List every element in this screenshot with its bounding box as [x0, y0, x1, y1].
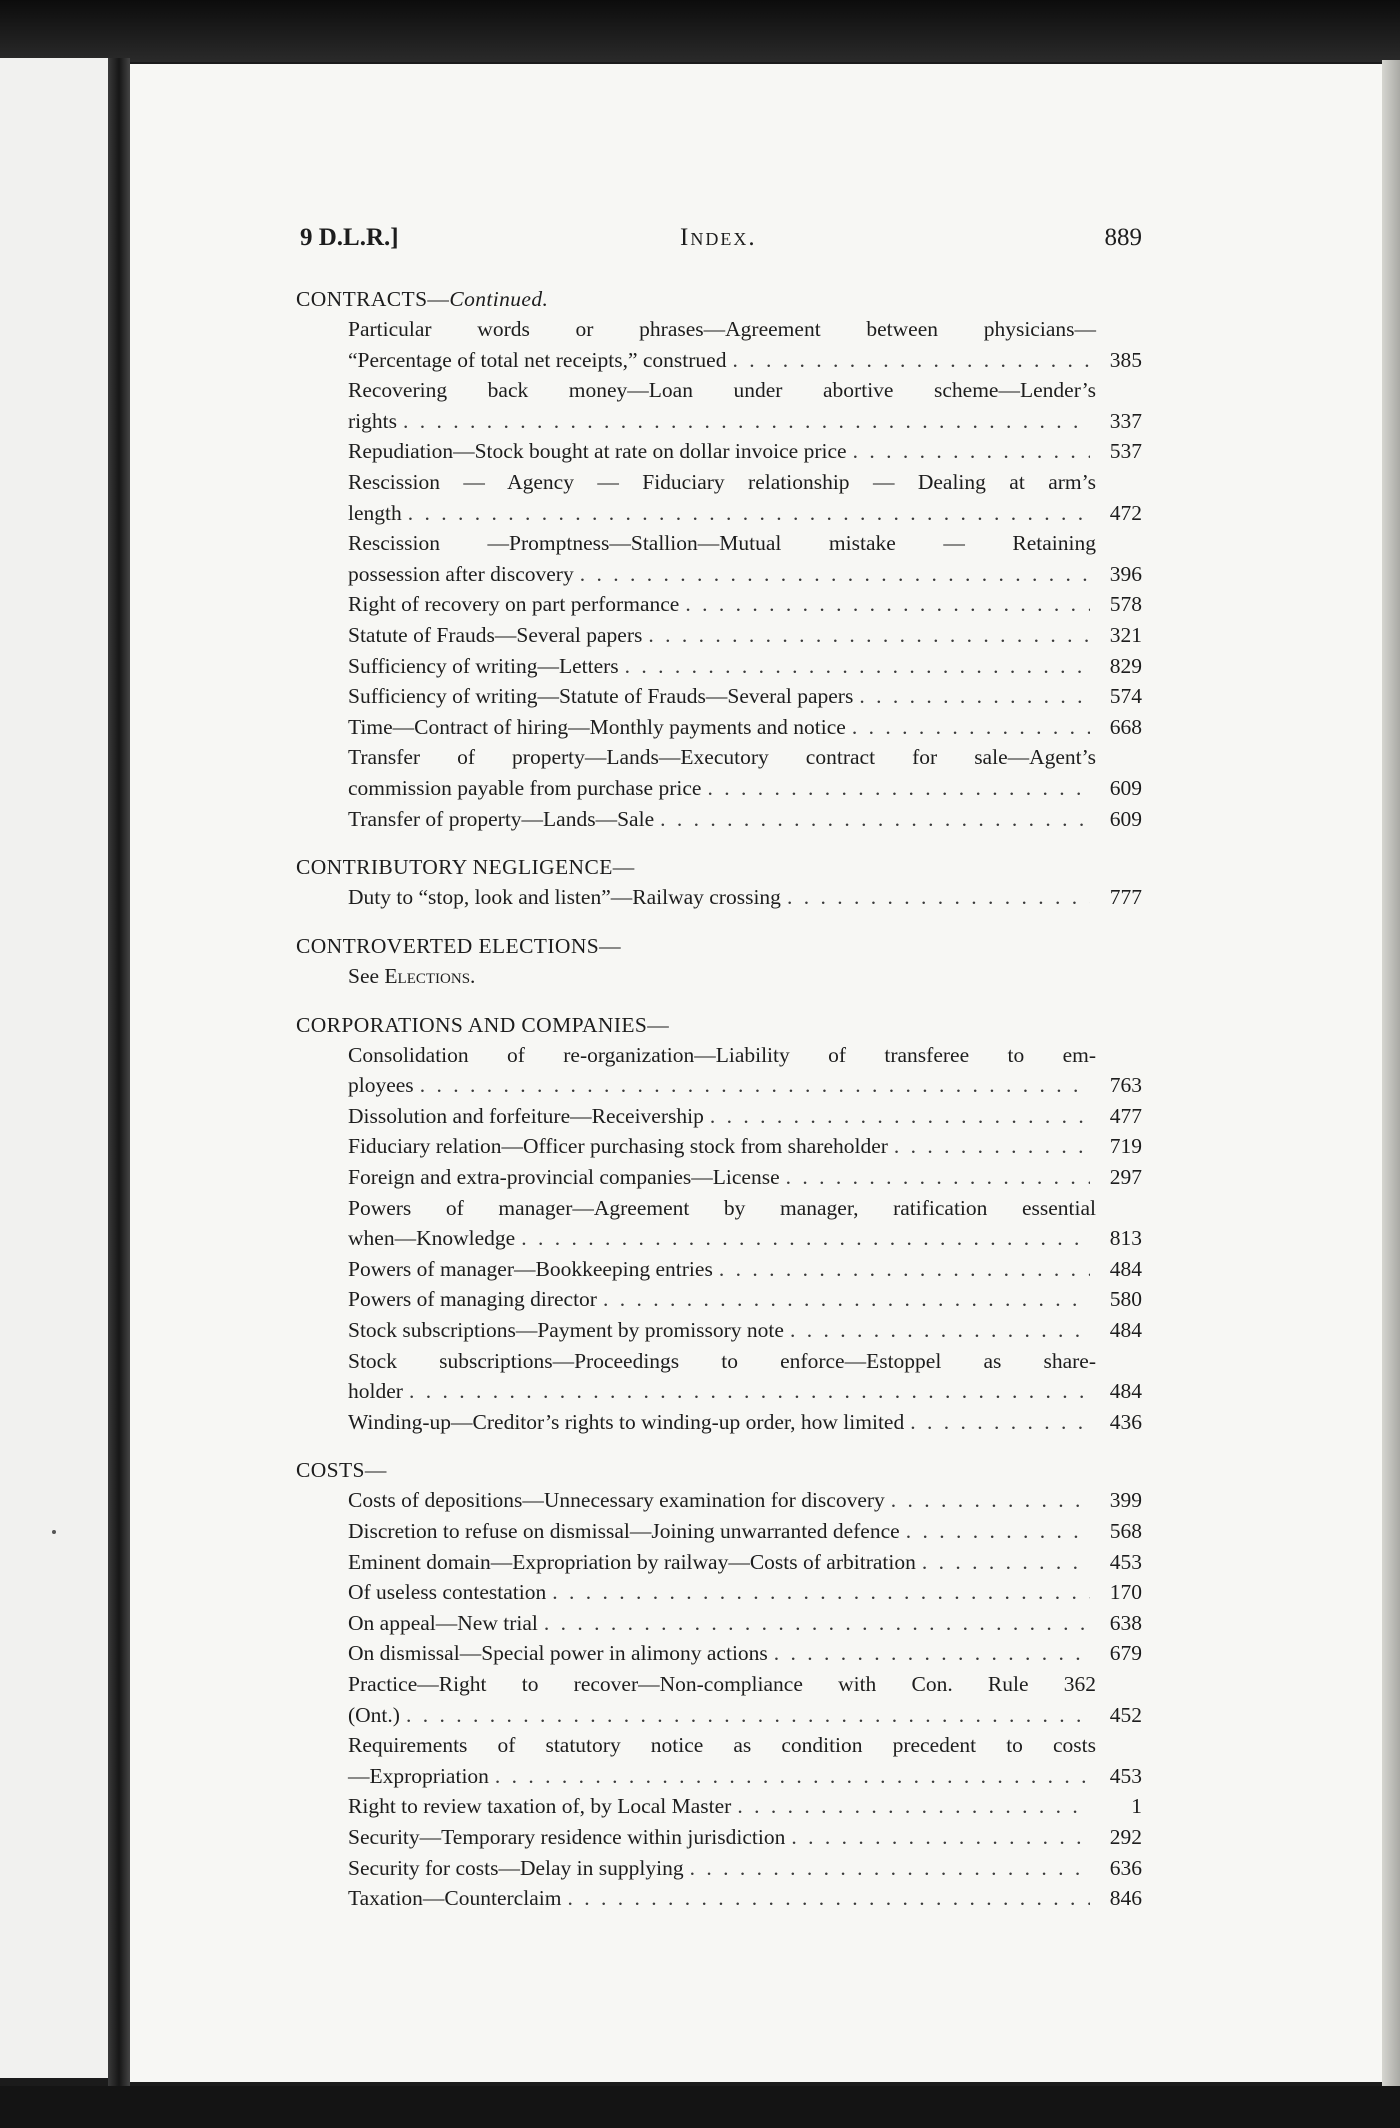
entry-page-number: 763	[1109, 1073, 1142, 1098]
index-content	[296, 284, 1142, 1932]
dot-leader	[910, 1407, 1090, 1438]
index-entry	[296, 314, 1142, 375]
dot-leader	[707, 773, 1090, 804]
entry-page-number: 484	[1109, 1318, 1142, 1343]
entry-page-number: 292	[1109, 1824, 1142, 1849]
entry-text-line: Stock subscriptions—Proceedings to enforce—Estoppel as share-	[348, 1348, 1096, 1373]
entry-page-number: 453	[1109, 1763, 1142, 1788]
dot-leader	[852, 712, 1090, 743]
entry-page-number: 813	[1109, 1226, 1142, 1251]
entry-final-line	[348, 651, 1096, 682]
entry-page-number: 452	[1109, 1702, 1142, 1727]
entry-text-line: On appeal—New trial	[348, 1610, 538, 1635]
index-entry	[296, 620, 1142, 651]
scan-bottom-edge	[0, 2086, 1400, 2128]
entry-final-line	[348, 406, 1096, 437]
entry-text-line: On dismissal—Special power in alimony actions	[348, 1641, 768, 1666]
heading-text: CONTRACTS—	[296, 287, 450, 311]
index-section	[296, 284, 1142, 834]
entry-text-line: —Expropriation	[348, 1763, 489, 1788]
index-entry	[296, 1254, 1142, 1285]
heading-text: COSTS—	[296, 1458, 387, 1483]
entry-text-line: Winding-up—Creditor’s rights to winding-up order, how limited	[348, 1409, 905, 1434]
entry-text-line: Powers of manager—Agreement by manager, ratification essential	[348, 1195, 1096, 1220]
section-heading	[296, 1010, 1142, 1040]
index-entry	[296, 1608, 1142, 1639]
index-entry	[296, 681, 1142, 712]
index-entry	[296, 1883, 1142, 1914]
index-entry	[296, 1131, 1142, 1162]
index-entry	[296, 1577, 1142, 1608]
entry-text-line: Stock subscriptions—Payment by promissory note	[348, 1318, 784, 1343]
dot-leader	[603, 1284, 1090, 1315]
entry-text-line: possession after discovery	[348, 561, 574, 586]
dot-leader	[737, 1791, 1090, 1822]
index-entry	[296, 1315, 1142, 1346]
entry-text-line: Recovering back money—Loan under abortive scheme—Lender’s	[348, 378, 1096, 403]
entry-page-number: 385	[1109, 347, 1142, 372]
heading-text: CORPORATIONS AND COMPANIES—	[296, 1012, 670, 1037]
index-entry	[296, 1162, 1142, 1193]
entry-page-number: 537	[1109, 439, 1142, 464]
entry-page-number: 453	[1109, 1549, 1142, 1574]
entry-page-number: 568	[1109, 1519, 1142, 1543]
entry-page-number: 668	[1109, 714, 1142, 739]
entry-final-line	[348, 1284, 1096, 1315]
entry-page-number: 484	[1109, 1256, 1142, 1281]
index-entry	[296, 1284, 1142, 1315]
entry-final-line	[348, 1853, 1096, 1884]
dot-leader	[786, 1162, 1090, 1193]
index-section	[296, 852, 1142, 913]
entry-final-line	[348, 436, 1096, 467]
entry-final-line	[348, 1376, 1096, 1407]
entry-text-line: holder	[348, 1379, 403, 1404]
section-heading	[296, 284, 1142, 314]
index-entry	[296, 1407, 1142, 1438]
dot-leader	[567, 1883, 1090, 1914]
entry-text-line: Security for costs—Delay in supplying	[348, 1855, 684, 1880]
heading-continued: Continued.	[449, 287, 549, 311]
entry-text-line: Sufficiency of writing—Letters	[348, 653, 619, 678]
volume-reference: 9 D.L.R.]	[300, 224, 399, 251]
index-entry	[296, 1485, 1142, 1516]
entry-page-number: 574	[1109, 684, 1142, 709]
entry-page-number: 297	[1109, 1165, 1142, 1190]
dot-leader	[544, 1608, 1090, 1639]
scan-speck	[52, 1530, 56, 1534]
index-entry	[296, 1853, 1142, 1884]
entry-page-number: 609	[1109, 775, 1142, 800]
entry-final-line	[348, 712, 1096, 743]
index-entry	[296, 1822, 1142, 1853]
dot-leader	[690, 1853, 1090, 1884]
entry-text-line: “Percentage of total net receipts,” construed	[348, 347, 727, 372]
dot-leader	[790, 1315, 1090, 1346]
entry-final-line	[348, 1516, 1096, 1547]
entry-page-number: 472	[1109, 500, 1142, 525]
entry-page-number: 829	[1109, 653, 1142, 678]
entry-text-line: (Ont.)	[348, 1702, 400, 1727]
dot-leader	[552, 1577, 1090, 1608]
entry-text-line: Particular words or phrases—Agreement between physicians—	[348, 317, 1096, 341]
entry-text-line: Transfer of property—Lands—Executory contract for sale—Agent’s	[348, 745, 1096, 770]
dot-leader	[408, 498, 1090, 529]
entry-final-line	[348, 1700, 1096, 1731]
dot-leader	[420, 1070, 1090, 1101]
entry-text-line: Of useless contestation	[348, 1580, 547, 1605]
index-entry	[296, 1101, 1142, 1132]
entry-page-number: 578	[1109, 592, 1142, 617]
dot-leader	[922, 1547, 1090, 1578]
entry-final-line	[348, 1315, 1096, 1346]
entry-final-line	[348, 681, 1096, 712]
entry-final-line	[348, 1577, 1096, 1608]
entry-text-line: Eminent domain—Expropriation by railway—Costs of arbitration	[348, 1549, 916, 1574]
entry-text-line: rights	[348, 408, 397, 433]
entry-text-line: Taxation—Counterclaim	[348, 1886, 562, 1911]
entry-text-line: Foreign and extra-provincial companies—License	[348, 1165, 780, 1190]
entry-final-line	[348, 1547, 1096, 1578]
dot-leader	[787, 882, 1090, 913]
facing-page-edge	[0, 58, 112, 2078]
scan-top-edge	[0, 0, 1400, 62]
page-number: 889	[1104, 224, 1142, 251]
entry-final-line	[348, 882, 1096, 913]
entry-text-line: Rescission —Promptness—Stallion—Mutual mistake — Retaining	[348, 531, 1096, 556]
see-prefix: See	[348, 963, 380, 988]
dot-leader	[521, 1223, 1090, 1254]
dot-leader	[853, 436, 1090, 467]
dot-leader	[774, 1638, 1090, 1669]
entry-page-number: 321	[1109, 622, 1142, 647]
see-reference	[296, 961, 1142, 992]
dot-leader	[648, 620, 1090, 651]
entry-text-line: Transfer of property—Lands—Sale	[348, 806, 655, 831]
dot-leader	[891, 1485, 1090, 1516]
entry-page-number: 636	[1109, 1855, 1142, 1880]
entry-final-line	[348, 1638, 1096, 1669]
entry-final-line	[348, 1070, 1096, 1101]
entry-text-line: Rescission — Agency — Fiduciary relationship — Dealing at arm’s	[348, 469, 1096, 494]
entry-page-number: 609	[1109, 806, 1142, 831]
entry-final-line	[348, 1254, 1096, 1285]
entry-final-line	[348, 1883, 1096, 1914]
index-entry	[296, 742, 1142, 803]
entry-page-number: 396	[1109, 561, 1142, 586]
entry-final-line	[348, 1223, 1096, 1254]
entry-final-line	[348, 1162, 1096, 1193]
dot-leader	[732, 345, 1090, 376]
entry-final-line	[348, 804, 1096, 835]
entry-text-line: Duty to “stop, look and listen”—Railway crossing	[348, 885, 781, 910]
entry-text-line: Right to review taxation of, by Local Master	[348, 1794, 732, 1819]
entry-final-line	[348, 1791, 1096, 1822]
entry-text-line: Consolidation of re-organization—Liability of transferee to em-	[348, 1042, 1096, 1067]
entry-text-line: Costs of depositions—Unnecessary examination for discovery	[348, 1488, 885, 1513]
dot-leader	[660, 804, 1090, 835]
index-entry	[296, 1193, 1142, 1254]
see-target: Elections.	[384, 963, 476, 988]
entry-text-line: commission payable from purchase price	[348, 775, 702, 800]
index-section	[296, 1455, 1142, 1913]
entry-page-number: 719	[1109, 1134, 1142, 1159]
entry-text-line: Requirements of statutory notice as condition precedent to costs	[348, 1733, 1096, 1758]
entry-final-line	[348, 589, 1096, 620]
dot-leader	[685, 589, 1090, 620]
index-entry	[296, 712, 1142, 743]
entry-page-number: 170	[1109, 1580, 1142, 1605]
entry-page-number: 580	[1109, 1287, 1142, 1312]
dot-leader	[719, 1254, 1090, 1285]
dot-leader	[580, 559, 1090, 590]
running-head	[300, 224, 1142, 264]
entry-text-line: Right of recovery on part performance	[348, 592, 680, 617]
entry-text-line: Fiduciary relation—Officer purchasing stock from shareholder	[348, 1134, 888, 1159]
index-entry	[296, 467, 1142, 528]
entry-text-line: Practice—Right to recover—Non-compliance with Con. Rule 362	[348, 1671, 1096, 1696]
heading-text: CONTRIBUTORY NEGLIGENCE—	[296, 855, 635, 880]
entry-page-number: 477	[1109, 1103, 1142, 1128]
index-entry	[296, 1040, 1142, 1101]
index-entry	[296, 589, 1142, 620]
heading-text: CONTROVERTED ELECTIONS—	[296, 933, 622, 958]
entry-page-number: 484	[1109, 1379, 1142, 1404]
entry-final-line	[348, 1761, 1096, 1792]
dot-leader	[859, 681, 1090, 712]
entry-text-line: Discretion to refuse on dismissal—Joining unwarranted defence	[348, 1519, 900, 1543]
entry-text-line: Time—Contract of hiring—Monthly payments and notice	[348, 714, 846, 739]
entry-final-line	[348, 1407, 1096, 1438]
index-section	[296, 931, 1142, 992]
index-entry	[296, 1791, 1142, 1822]
index-entry	[296, 882, 1142, 913]
entry-final-line	[348, 345, 1096, 376]
entry-text-line: Powers of manager—Bookkeeping entries	[348, 1256, 713, 1281]
index-entry	[296, 651, 1142, 682]
index-section	[296, 1010, 1142, 1438]
dot-leader	[894, 1131, 1090, 1162]
entry-text-line: length	[348, 500, 402, 525]
entry-page-number: 679	[1109, 1641, 1142, 1666]
dot-leader	[791, 1822, 1090, 1853]
entry-page-number: 638	[1109, 1610, 1142, 1635]
entry-text-line: Sufficiency of writing—Statute of Frauds—Several papers	[348, 684, 854, 709]
dot-leader	[409, 1376, 1090, 1407]
index-entry	[296, 1669, 1142, 1730]
entry-final-line	[348, 1101, 1096, 1132]
book-gutter	[108, 58, 130, 2088]
index-entry	[296, 1638, 1142, 1669]
entry-page-number: 1	[1131, 1794, 1142, 1819]
dot-leader	[625, 651, 1090, 682]
dot-leader	[406, 1700, 1090, 1731]
page-fore-edge	[1382, 60, 1400, 2090]
entry-text-line: Statute of Frauds—Several papers	[348, 622, 643, 647]
entry-text-line: Repudiation—Stock bought at rate on dollar invoice price	[348, 439, 847, 464]
entry-final-line	[348, 1608, 1096, 1639]
entry-final-line	[348, 498, 1096, 529]
section-heading	[296, 1455, 1142, 1485]
dot-leader	[710, 1101, 1090, 1132]
index-entry	[296, 375, 1142, 436]
index-entry	[296, 804, 1142, 835]
section-heading	[296, 931, 1142, 961]
dot-leader	[403, 406, 1090, 437]
entry-text-line: when—Knowledge	[348, 1226, 516, 1251]
entry-final-line	[348, 773, 1096, 804]
entry-page-number: 777	[1109, 885, 1142, 910]
entry-final-line	[348, 620, 1096, 651]
dot-leader	[495, 1761, 1090, 1792]
dot-leader	[906, 1516, 1090, 1547]
index-entry	[296, 528, 1142, 589]
entry-page-number: 846	[1109, 1886, 1142, 1911]
entry-text-line: Dissolution and forfeiture—Receivership	[348, 1103, 704, 1128]
index-entry	[296, 1516, 1142, 1547]
entry-final-line	[348, 1485, 1096, 1516]
entry-final-line	[348, 559, 1096, 590]
entry-page-number: 399	[1109, 1488, 1142, 1513]
entry-final-line	[348, 1822, 1096, 1853]
entry-page-number: 436	[1109, 1409, 1142, 1434]
entry-final-line	[348, 1131, 1096, 1162]
index-entry	[296, 436, 1142, 467]
index-entry	[296, 1547, 1142, 1578]
index-entry	[296, 1730, 1142, 1791]
entry-text-line: Security—Temporary residence within jurisdiction	[348, 1824, 786, 1849]
entry-page-number: 337	[1109, 408, 1142, 433]
section-heading	[296, 852, 1142, 882]
index-entry	[296, 1346, 1142, 1407]
entry-text-line: ployees	[348, 1073, 414, 1098]
entry-text-line: Powers of managing director	[348, 1287, 597, 1312]
running-title: Index.	[680, 224, 757, 251]
